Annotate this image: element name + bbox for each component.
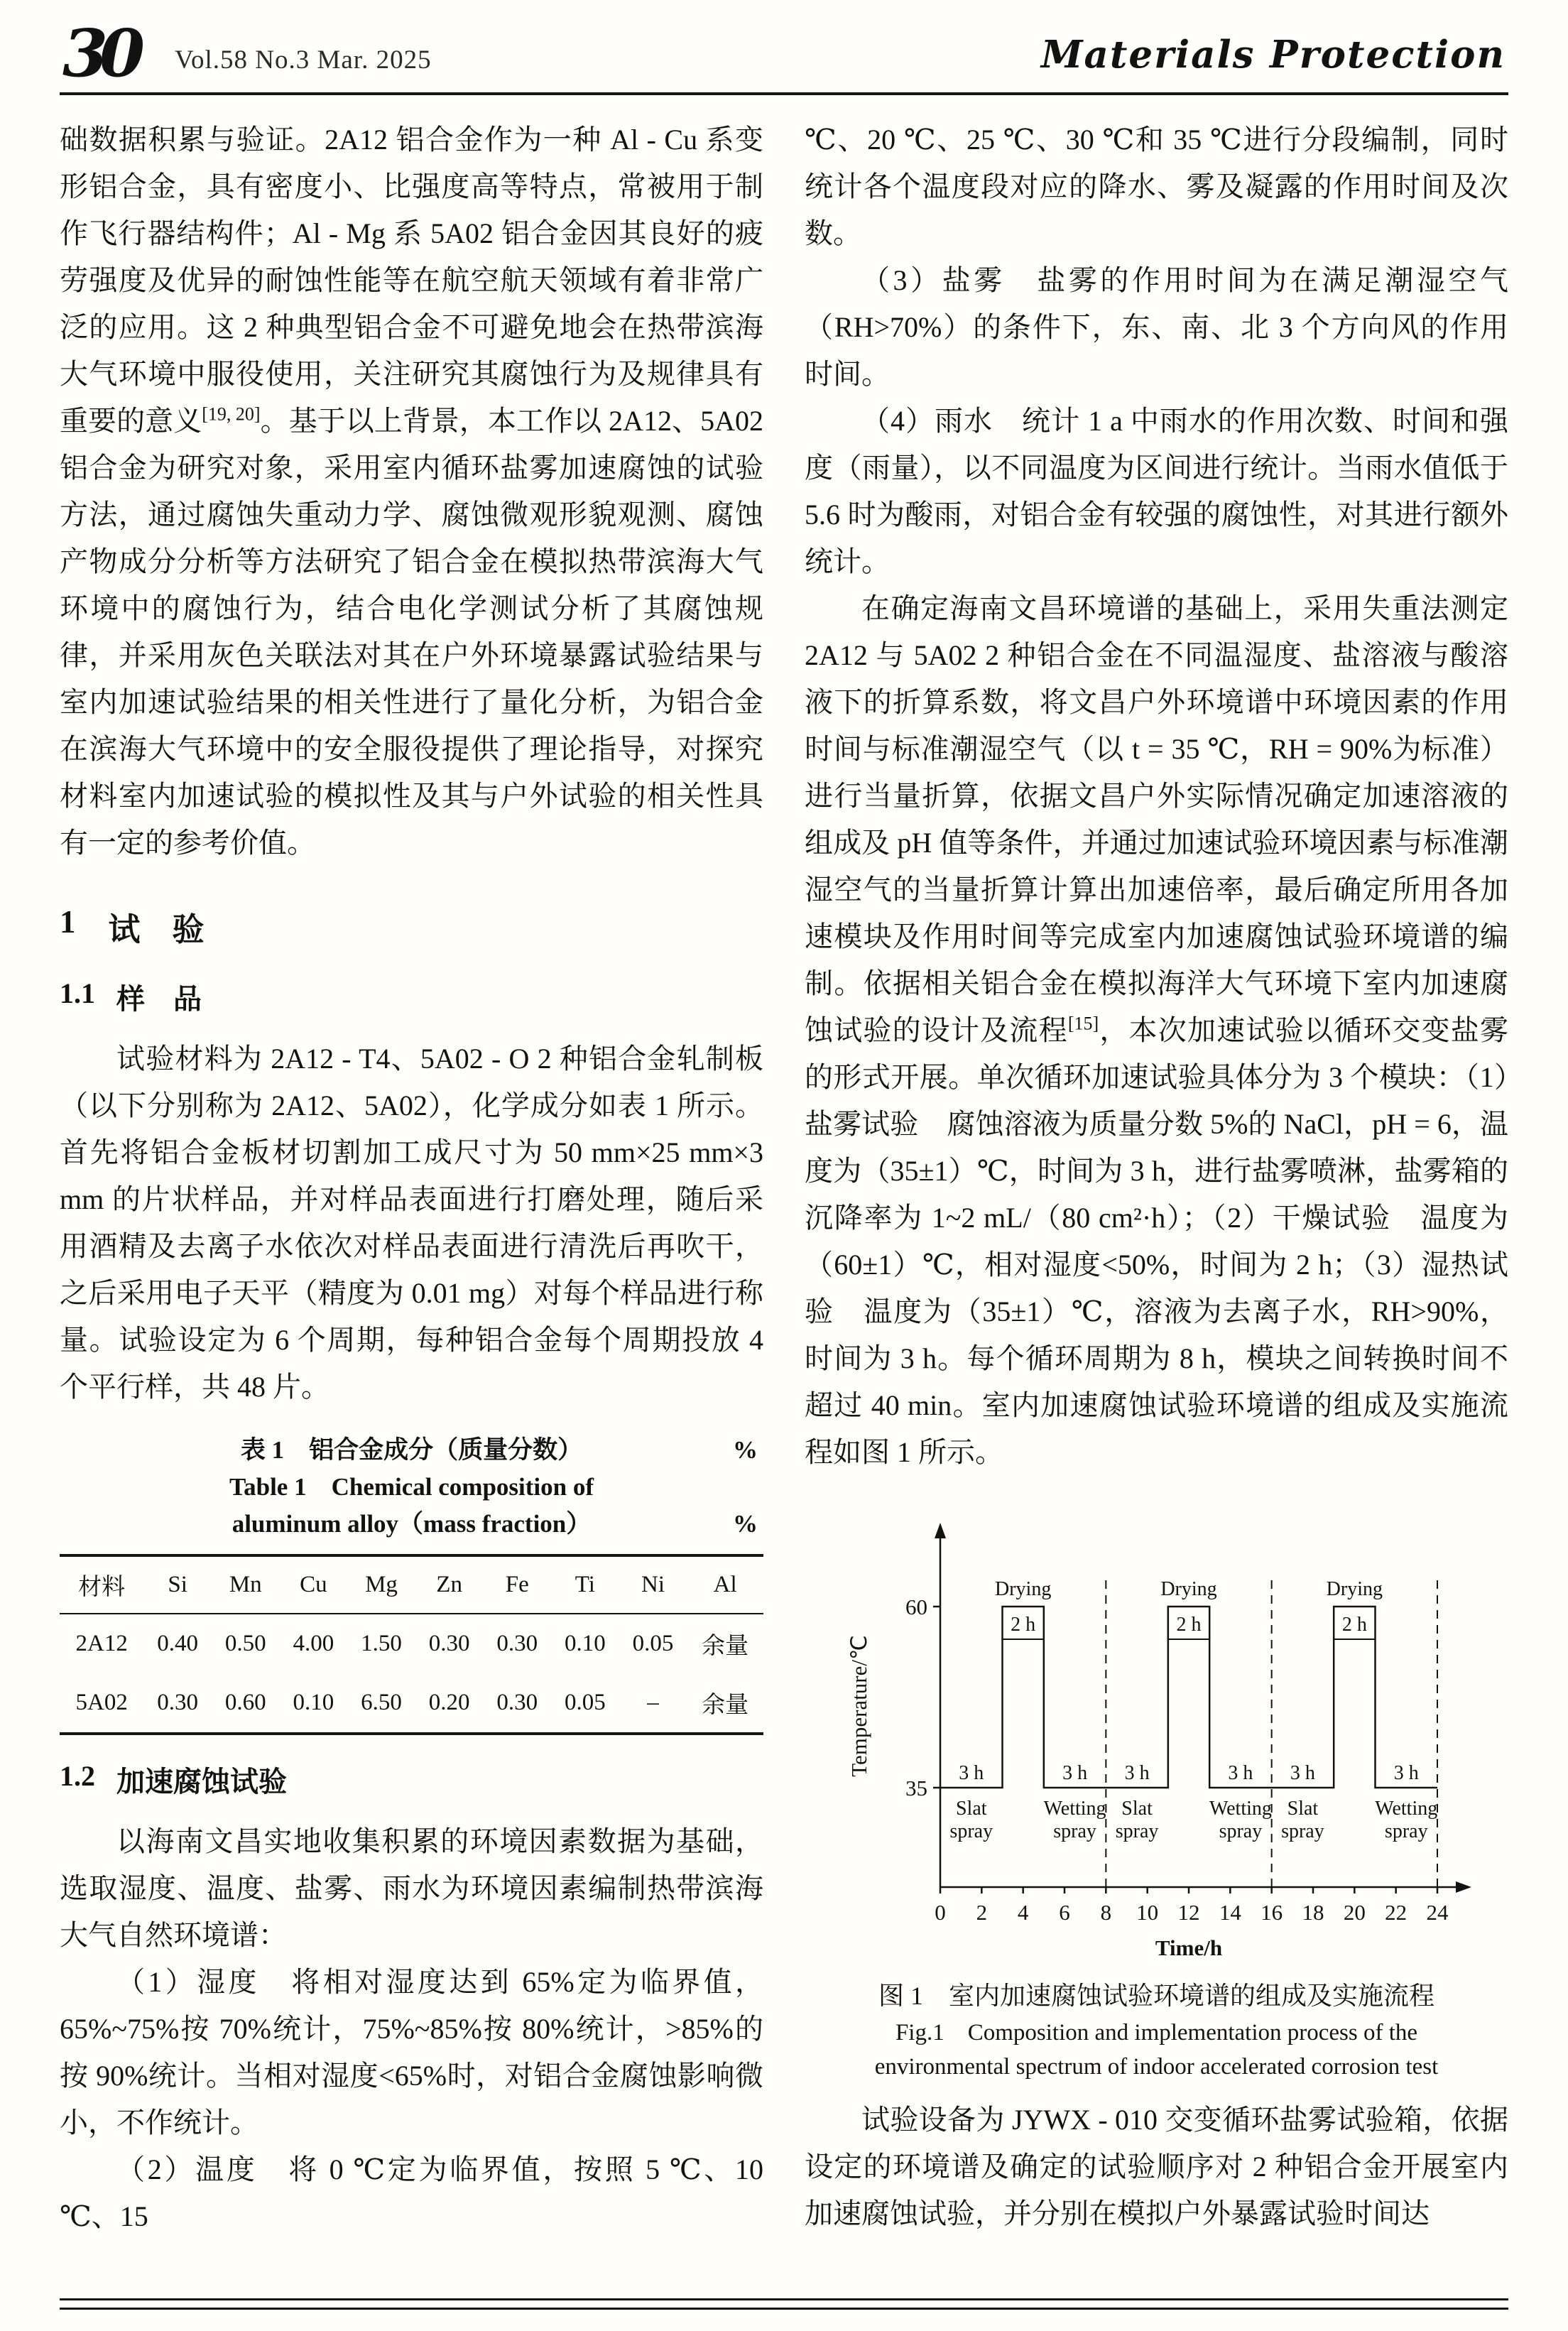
issue-info: Vol.58 No.3 Mar. 2025 bbox=[175, 45, 432, 75]
segment-name-label: spray bbox=[1115, 1820, 1158, 1843]
table-row bbox=[60, 1614, 763, 1673]
col-header: Cu bbox=[280, 1555, 348, 1614]
paragraph-spectrum bbox=[805, 585, 1508, 1476]
table-cell: 0.05 bbox=[565, 1690, 606, 1716]
segment-duration-label: 3 h bbox=[958, 1762, 984, 1785]
table-cell: 6.50 bbox=[361, 1690, 402, 1716]
table-row bbox=[60, 1673, 763, 1734]
table-cell: 余量 bbox=[702, 1692, 749, 1719]
paragraph-equipment: 试验设备为 JYWX - 010 交变循环盐雾试验箱，依据设定的环境谱及确定的试验顺序对 2 种铝合金开展室内加速腐蚀试验，并分别在模拟户外暴露试验时间达 bbox=[805, 2104, 1508, 2230]
segment-duration-label: 2 h bbox=[1341, 1614, 1367, 1636]
section-heading-1 bbox=[60, 903, 763, 950]
table-header-row bbox=[60, 1555, 763, 1614]
x-tick-label: 12 bbox=[1177, 1900, 1199, 1925]
segment-duration-label: 3 h bbox=[1393, 1762, 1419, 1785]
figure-caption-en-2: environmental spectrum of indoor accelerated corrosion test bbox=[874, 2054, 1439, 2080]
col-header: Ni bbox=[619, 1555, 687, 1614]
section-title: 加速腐蚀试验 bbox=[116, 1766, 287, 1798]
spectrum-text-2: ，本次加速试验以循环交变盐雾的形式开展。单次循环加速试验具体分为 3 个模块：（1）盐雾试验 腐蚀溶液为质量分数 5%的 NaCl，pH = 6，温度为（35±1）℃，时间为 3 h，进行盐雾喷淋，盐雾箱的沉降率为 1~2 mL/（80 cm²·h）；（2）干燥试验 温度为（60±1）℃，相对湿度<50%，时间为 2 h；（3）湿热试验 温度为（35±1）℃，溶液为去离子水，RH>90%，时间为 3 h。每个循环周期为 8 h，模块之间转换时间不超过 40 min。室内加速腐蚀试验环境谱的组成及实施流程如图 1 所示。 bbox=[805, 1014, 1508, 1469]
segment-name-label: Wetting bbox=[1209, 1798, 1272, 1820]
segment-name-label: Slat bbox=[955, 1798, 987, 1820]
table-unit: % bbox=[733, 1510, 758, 1538]
segment-name-label: Drying bbox=[1326, 1578, 1383, 1601]
figure-caption-en-1: Fig.1 Composition and implementation process of the bbox=[895, 2020, 1418, 2046]
y-tick-label: 60 bbox=[905, 1594, 927, 1620]
paragraph-salt-fog: （3）盐雾 盐雾的作用时间为在满足潮湿空气（RH>70%）的条件下，东、南、北 3 个方向风的作用时间。 bbox=[805, 264, 1508, 391]
table-cell: 0.30 bbox=[496, 1690, 538, 1716]
table-cell: 0.40 bbox=[157, 1631, 198, 1657]
figure-1-caption bbox=[805, 1976, 1508, 2084]
x-tick-label: 10 bbox=[1136, 1900, 1158, 1925]
segment-name-label: spray bbox=[949, 1820, 993, 1843]
journal-logo: 30 bbox=[62, 15, 137, 92]
figure-1 bbox=[805, 1500, 1508, 2084]
col-header: Si bbox=[143, 1555, 212, 1614]
segment-duration-label: 2 h bbox=[1010, 1614, 1035, 1636]
x-tick-label: 4 bbox=[1017, 1900, 1028, 1925]
x-tick-label: 22 bbox=[1384, 1900, 1407, 1925]
x-tick-label: 18 bbox=[1302, 1900, 1324, 1925]
table-caption-cn bbox=[60, 1432, 763, 1469]
bottom-rule bbox=[60, 2298, 1508, 2310]
section-title: 样 品 bbox=[116, 983, 202, 1016]
segment-name-label: Wetting bbox=[1374, 1798, 1437, 1820]
segment-name-label: Wetting bbox=[1043, 1798, 1106, 1820]
segment-duration-label: 3 h bbox=[1062, 1762, 1087, 1785]
table-caption-en-text-1: Table 1 Chemical composition of bbox=[229, 1473, 594, 1501]
col-header: Fe bbox=[483, 1555, 551, 1614]
paragraph-intro bbox=[60, 116, 763, 866]
x-axis-arrow bbox=[1456, 1881, 1471, 1893]
environment-spectrum-chart bbox=[834, 1500, 1480, 1969]
table-cell: 0.10 bbox=[565, 1631, 606, 1657]
table-caption-en-text-2: aluminum alloy（mass fraction） bbox=[232, 1510, 592, 1538]
col-header: Mn bbox=[212, 1555, 280, 1614]
page-body bbox=[60, 95, 1508, 2240]
bottom-rule-thin bbox=[60, 2298, 1508, 2300]
spectrum-text-1: 在确定海南文昌环境谱的基础上，采用失重法测定 2A12 与 5A02 2 种铝合金在不同温湿度、盐溶液与酸溶液下的折算系数，将文昌户外环境谱中环境因素的作用时间与标准潮湿空气（以 t = 35 ℃，RH = 90%为标准）进行当量折算，依据文昌户外实际情况确定加速溶液的组成及 pH 值等条件，并通过加速试验环境因素与标准潮湿空气的当量折算计算出加速倍率，最后确定所用各加速模块及作用时间等完成室内加速腐蚀试验环境谱的编制。依据相关铝合金在模拟海洋大气环境下室内加速腐蚀试验的设计及流程 bbox=[805, 592, 1508, 1047]
left-column bbox=[60, 116, 763, 2240]
table-cell: 0.05 bbox=[632, 1631, 674, 1657]
paragraph-rain: （4）雨水 统计 1 a 中雨水的作用次数、时间和强度（雨量），以不同温度为区间进行统计。当雨水值低于 5.6 时为酸雨，对铝合金有较强的腐蚀性，对其进行额外统计。 bbox=[805, 405, 1508, 578]
col-header: Ti bbox=[551, 1555, 619, 1614]
table-cell: 余量 bbox=[702, 1634, 749, 1660]
table-caption-en-2 bbox=[60, 1506, 763, 1543]
paragraph-sample: 试验材料为 2A12 - T4、5A02 - O 2 种铝合金轧制板（以下分别称为 2A12、5A02），化学成分如表 1 所示。首先将铝合金板材切割加工成尺寸为 50 mm×25 mm×3 mm 的片状样品，并对样品表面进行打磨处理，随后采用酒精及去离子水依次对样品表面进行清洗后再吹干，之后采用电子天平（精度为 0.01 mg）对每个样品进行称量。试验设定为 6 个周期，每种铝合金每个周期投放 4 个平行样，共 48 片。 bbox=[60, 1043, 763, 1403]
table-1-block bbox=[60, 1432, 763, 1735]
y-tick-label: 35 bbox=[905, 1776, 927, 1801]
x-tick-label: 24 bbox=[1426, 1900, 1448, 1925]
table-cell: 1.50 bbox=[361, 1631, 402, 1657]
segment-name-label: spray bbox=[1052, 1820, 1096, 1843]
header-left bbox=[62, 15, 432, 92]
segment-duration-label: 3 h bbox=[1227, 1762, 1253, 1785]
col-header: 材料 bbox=[60, 1555, 143, 1614]
x-tick-label: 20 bbox=[1343, 1900, 1366, 1925]
x-axis-label: Time/h bbox=[1155, 1935, 1222, 1961]
paragraph-humidity: （1）湿度 将相对湿度达到 65%定为临界值，65%~75%按 70%统计，75%~85%按 80%统计，>85%的按 90%统计。当相对湿度<65%时，对铝合金腐蚀影响微小，不作统计。 bbox=[60, 1966, 763, 2139]
table-cell: 0.10 bbox=[293, 1690, 334, 1716]
segment-duration-label: 3 h bbox=[1290, 1762, 1315, 1785]
table-cell: 0.30 bbox=[428, 1631, 470, 1657]
table-cell: 2A12 bbox=[75, 1631, 128, 1657]
segment-name-label: spray bbox=[1280, 1820, 1324, 1843]
paragraph-temperature: （2）温度 将 0 ℃定为临界值，按照 5 ℃、10 ℃、15 bbox=[60, 2153, 763, 2233]
segment-name-label: spray bbox=[1219, 1820, 1262, 1843]
segment-duration-label: 2 h bbox=[1176, 1614, 1201, 1636]
table-cell: 0.20 bbox=[428, 1690, 470, 1716]
citation-ref-15: [15] bbox=[1067, 1013, 1099, 1034]
x-tick-label: 14 bbox=[1219, 1900, 1241, 1925]
col-header: Zn bbox=[415, 1555, 484, 1614]
figure-caption-cn: 图 1 室内加速腐蚀试验环境谱的组成及实施流程 bbox=[878, 1982, 1434, 2011]
citation-ref-19-20: [19, 20] bbox=[202, 403, 261, 425]
bottom-rule-thick bbox=[60, 2308, 1508, 2310]
segment-name-label: Drying bbox=[994, 1578, 1051, 1601]
segment-name-label: Slat bbox=[1287, 1798, 1318, 1820]
segment-name-label: Slat bbox=[1121, 1798, 1153, 1820]
intro-text-1: 础数据积累与验证。2A12 铝合金作为一种 Al - Cu 系变形铝合金，具有密度小、比强度高等特点，常被用于制作飞行器结构件；Al - Mg 系 5A02 铝合金因其良好的疲劳强度及优异的耐蚀性能等在航空航天领域有着非常广泛的应用。这 2 种典型铝合金不可避免地会在热带滨海大气环境中服役使用，关注研究其腐蚀行为及规律具有重要的意义 bbox=[60, 124, 763, 438]
table-caption-cn-text: 表 1 铝合金成分（质量分数） bbox=[240, 1436, 583, 1465]
paragraph-base: 以海南文昌实地收集积累的环境因素数据为基础，选取湿度、温度、盐雾、雨水为环境因素编制热带滨海大气自然环境谱： bbox=[60, 1825, 763, 1952]
x-tick-label: 2 bbox=[976, 1900, 987, 1925]
page-header bbox=[60, 15, 1508, 95]
section-number: 1.2 bbox=[60, 1760, 95, 1793]
table-cell: – bbox=[647, 1690, 659, 1716]
table-cell: 5A02 bbox=[75, 1690, 128, 1716]
col-header: Mg bbox=[347, 1555, 415, 1614]
segment-name-label: spray bbox=[1384, 1820, 1428, 1843]
y-axis-arrow bbox=[935, 1523, 946, 1538]
section-number: 1.1 bbox=[60, 977, 95, 1010]
section-number: 1 bbox=[60, 904, 76, 940]
intro-text-2: 。基于以上背景，本工作以 2A12、5A02 铝合金为研究对象，采用室内循环盐雾加速腐蚀的试验方法，通过腐蚀失重动力学、腐蚀微观形貌观测、腐蚀产物成分分析等方法研究了铝合金在模拟热带滨海大气环境中的腐蚀行为，结合电化学测试分析了其腐蚀规律，并采用灰色关联法对其在户外环境暴露试验结果与室内加速试验结果的相关性进行了量化分析，为铝合金在滨海大气环境中的安全服役提供了理论指导，对探究材料室内加速试验的模拟性及其与户外试验的相关性具有一定的参考价值。 bbox=[60, 405, 763, 859]
segment-name-label: Drying bbox=[1160, 1578, 1217, 1601]
table-cell: 0.60 bbox=[224, 1690, 266, 1716]
composition-table bbox=[60, 1554, 763, 1735]
table-unit: % bbox=[733, 1436, 758, 1465]
col-header: Al bbox=[687, 1555, 763, 1614]
table-cell: 4.00 bbox=[293, 1631, 334, 1657]
right-column bbox=[805, 116, 1508, 2240]
table-cell: 0.30 bbox=[157, 1690, 198, 1716]
x-tick-label: 8 bbox=[1100, 1900, 1111, 1925]
x-tick-label: 16 bbox=[1260, 1900, 1283, 1925]
section-heading-1-2 bbox=[60, 1759, 763, 1800]
section-heading-1-1 bbox=[60, 977, 763, 1017]
x-tick-label: 6 bbox=[1058, 1900, 1070, 1925]
journal-name: Materials Protection bbox=[1040, 33, 1506, 77]
segment-duration-label: 3 h bbox=[1124, 1762, 1150, 1785]
table-cell: 0.30 bbox=[496, 1631, 538, 1657]
section-title: 试 验 bbox=[108, 912, 205, 948]
x-tick-label: 0 bbox=[934, 1900, 946, 1925]
table-cell: 0.50 bbox=[224, 1631, 266, 1657]
paragraph-temperature-cont: ℃、20 ℃、25 ℃、30 ℃和 35 ℃进行分段编制，同时统计各个温度段对应的降水、雾及凝露的作用时间及次数。 bbox=[805, 124, 1508, 250]
table-caption-en-1 bbox=[60, 1469, 763, 1506]
y-axis-label: Temperature/℃ bbox=[846, 1635, 871, 1777]
